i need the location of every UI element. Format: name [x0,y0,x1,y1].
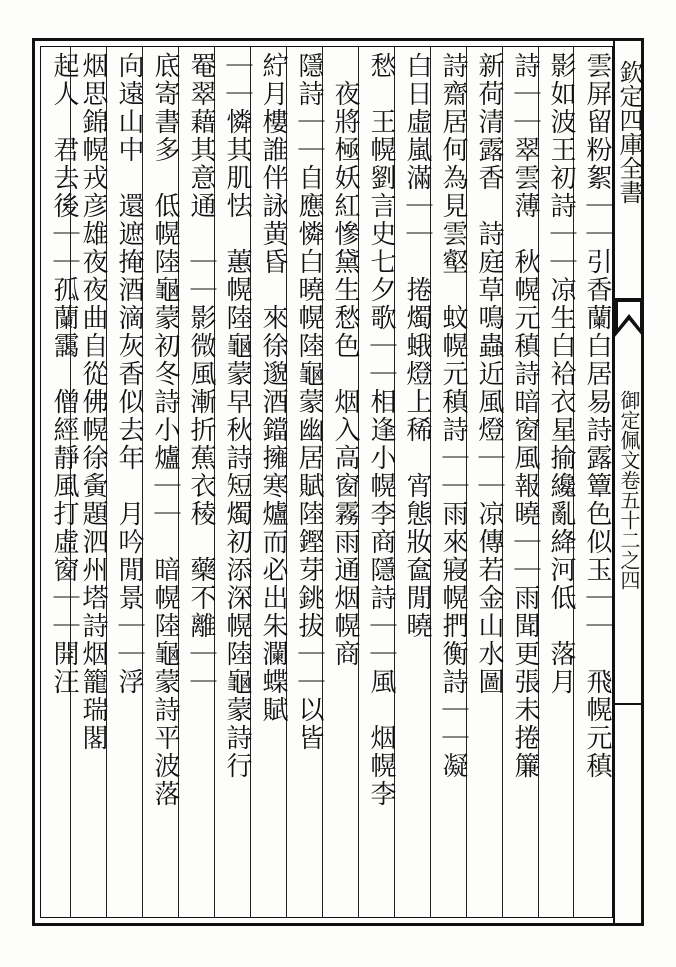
book-title: 欽定四庫全書 [615,60,643,204]
volume-label [616,390,642,590]
text-column-5: 詩齋居何為見雲壑 蚊幌元稹詩｜｜雨來寢幌捫衡詩｜｜凝 [438,52,468,780]
text-column-7: 愁 王幌劉言史七夕歌｜｜相逢小幌李商隱詩｜｜風 烟幌李 [366,52,396,808]
text-column-15: 烟思錦幌戎彦雄夜夜曲自從佛幌徐夤題泗州塔詩烟籠瑞閣 [78,52,108,752]
text-column-2: 影如波王初詩｜｜凉生白袷衣星揄纔亂絳河低 落月 [546,52,576,696]
text-column-13: 底寄書多 低幌陸龜蒙初冬詩小爐｜｜ 暗幌陸龜蒙詩平波落 [150,52,180,808]
volume-number: 卷五十二之四 [617,470,641,590]
text-column-14: 向遠山中 還遮掩酒滴灰香似去年 月吟閒景｜｜浮 [114,52,144,696]
text-column-10: 紵月樓誰伴詠黄昏 來徐邈酒鐺擁寒爐而必出朱瀾蝶賦 [258,52,288,724]
text-column-3: 詩｜｜翠雲薄 秋幌元稹詩暗窗風報曉｜｜雨聞更張未捲簾 [510,52,540,780]
text-column-11: ｜｜憐其肌怯 蕙幌陸龜蒙早秋詩短燭初添深幌陸龜蒙詩行 [222,52,252,780]
text-column-16: 起人 君去後｜｜孤蘭靄 僧經靜風打虛窗｜｜開汪 [49,52,79,696]
section-label: 御定佩文 [617,390,641,470]
text-column-9: 隱詩｜｜自應憐白曉幌陸龜蒙幽居賦陸鏗芽銚拔｜｜以皆 [294,52,324,752]
page-gutter [616,50,642,910]
text-column-6: 白日虛嵐滿｜｜ 捲燭蛾燈上稀 宵態妝奩閒曉 [402,52,432,640]
text-column-4: 新荷清露香 詩庭草鳴蟲近風燈｜｜凉傳若金山水圖 [474,52,504,696]
text-column-1: 雲屏留粉絮｜｜引香蘭白居易詩露簟色似玉｜｜ 飛幌元稹 [582,52,612,780]
text-column-8: 夜將極妖紅慘黛生愁色 烟入高窗霧雨通烟幌商 [330,52,360,668]
text-column-12: 罨翠藉其意通 ｜｜影微風漸折蕉衣稜 藥不離｜｜ [186,52,216,696]
